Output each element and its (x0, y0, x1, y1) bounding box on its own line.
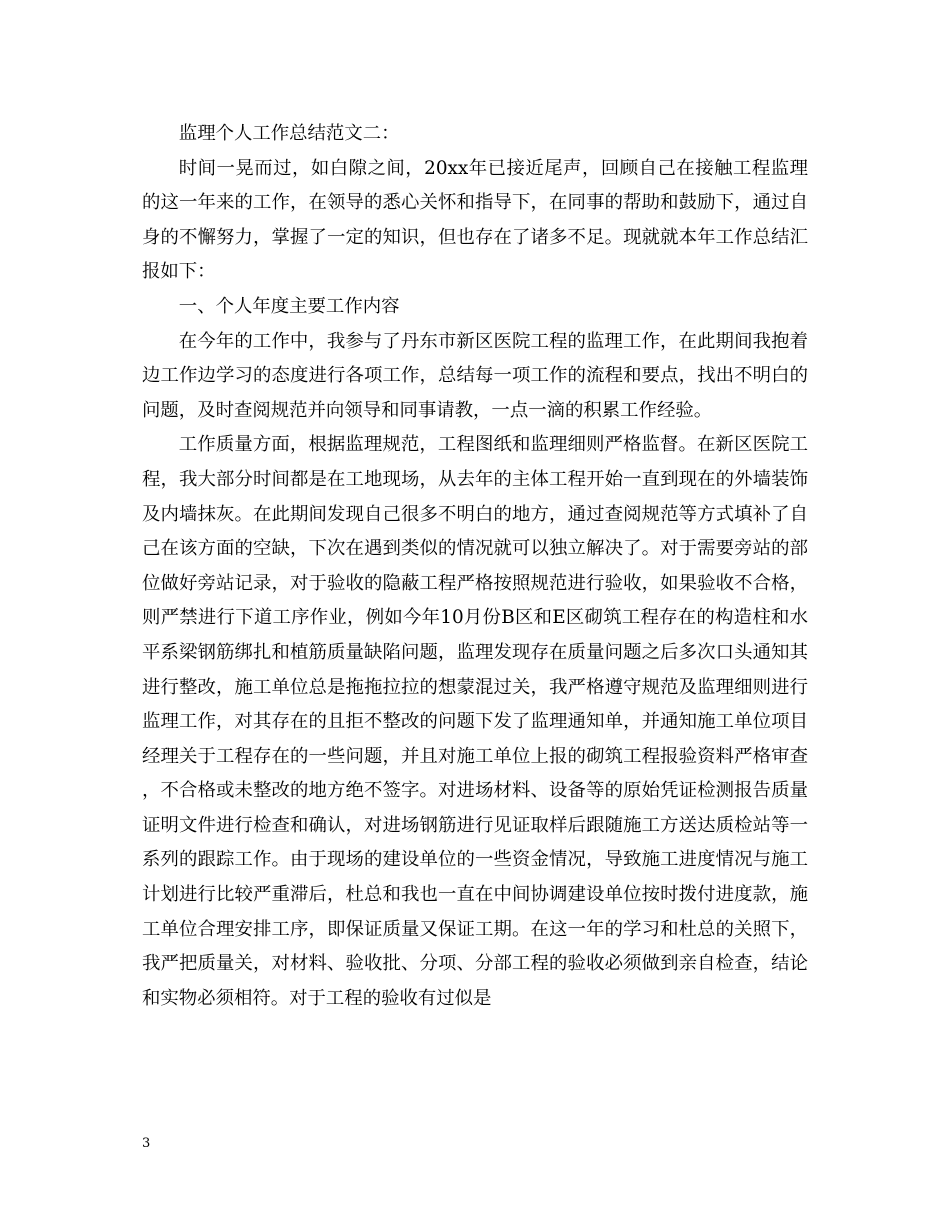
document-body (142, 117, 808, 1016)
page-number: 3 (142, 1136, 151, 1151)
work-quality-paragraph: 工作质量方面，根据监理规范，工程图纸和监理细则严格监督。在新区医院工程，我大部分时间都是在工地现场，从去年的主体工程开始一直到现在的外墙装饰及内墙抹灰。在此期间发现自己很多不明白的地方，通过查阅规范等方式填补了自己在该方面的空缺，下次在遇到类似的情况就可以独立解决了。对于需要旁站的部位做好旁站记录，对于验收的隐蔽工程严格按照规范进行验收，如果验收不合格，则严禁进行下道工序作业，例如今年10月份B区和E区砌筑工程存在的构造柱和水平系梁钢筋绑扎和植筋质量缺陷问题，监理发现存在质量问题之后多次口头通知其进行整改，施工单位总是拖拖拉拉的想蒙混过关，我严格遵守规范及监理细则进行监理工作，对其存在的且拒不整改的问题下发了监理通知单，并通知施工单位项目经理关于工程存在的一些问题，并且对施工单位上报的砌筑工程报验资料严格审查，不合格或未整改的地方绝不签字。对进场材料、设备等的原始凭证检测报告质量证明文件进行检查和确认，对进场钢筋进行见证取样后跟随施工方送达质检站等一系列的跟踪工作。由于现场的建设单位的一些资金情况，导致施工进度情况与施工计划进行比较严重滞后，杜总和我也一直在中间协调建设单位按时拨付进度款，施工单位合理安排工序，即保证质量又保证工期。在这一年的学习和杜总的关照下，我严把质量关，对材料、验收批、分项、分部工程的验收必须做到亲自检查，结论和实物必须相符。对于工程的验收有过似是 (142, 434, 808, 1009)
subsection-heading: 一、个人年度主要工作内容 (178, 295, 400, 317)
section-heading: 监理个人工作总结范文二： (178, 123, 400, 144)
intro-paragraph: 时间一晃而过，如白隙之间，20xx年已接近尾声，回顾自己在接触工程监理的这一年来的工作，在领导的悉心关怀和指导下，在同事的帮助和鼓励下，通过自身的不懈努力，掌握了一定的知识，但也存在了诸多不足。现就就本年工作总结汇报如下： (142, 157, 808, 283)
work-content-paragraph: 在今年的工作中，我参与了丹东市新区医院工程的监理工作，在此期间我抱着边工作边学习的态度进行各项工作，总结每一项工作的流程和要点，找出不明白的问题，及时查阅规范并向领导和同事请教，一点一滴的积累工作经验。 (142, 330, 808, 421)
